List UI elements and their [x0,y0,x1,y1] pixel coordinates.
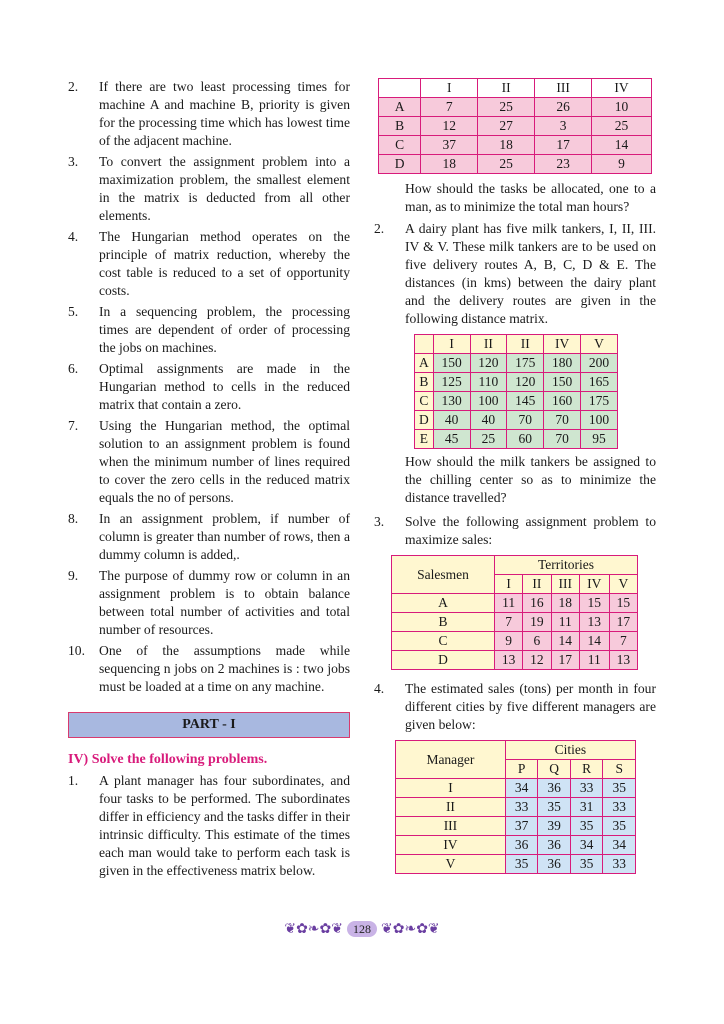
table-cell: 15 [579,594,609,613]
row-label: A [379,98,421,117]
table-cell: 11 [579,651,609,670]
table-cell: 18 [478,136,535,155]
problem-text: A dairy plant has five milk tankers, I, II, III. IV & V. These milk tankers are to be used on five delivery routes A, B, C, D & E. The distances (in kms) between the dairy plant and the delivery routes are given in the following distance matrix. [405,221,656,326]
table-cell: 14 [579,632,609,651]
table-cell: 125 [433,373,470,392]
statement-item [68,417,350,507]
row-label: A [392,594,495,613]
table-cell: 160 [544,392,581,411]
column-header: III [535,79,592,98]
statement-text: To convert the assignment problem into a maximization problem, the smallest element in the matrix is deducted from all other elements. [99,154,350,223]
table-cell: 34 [570,836,603,855]
problem-text: A plant manager has four subordinates, and four tasks to be performed. The subordinates differ in efficiency and the tasks differ in their intrinsic difficulty. This estimate of the times each man would take to perform each task is given in the effectiveness matrix below. [99,773,350,878]
table-cell: 39 [538,817,571,836]
row-label: A [415,354,434,373]
table-cell: 31 [570,798,603,817]
row-label: B [379,117,421,136]
table-cell: 175 [507,354,544,373]
table-cell: 40 [433,411,470,430]
row-label: II [396,798,506,817]
table-cell: 17 [609,613,637,632]
table-row [379,155,652,174]
table-row [392,651,638,670]
table-cell: 25 [478,155,535,174]
corner-cell [379,79,421,98]
table-cell: 145 [507,392,544,411]
table-cell: 36 [505,836,538,855]
table-cell: 35 [570,855,603,874]
statement-item [68,303,350,357]
page-footer [0,920,724,938]
question-1 [374,180,656,216]
table-cell: 13 [609,651,637,670]
statement-list [68,78,350,696]
table-cell: 40 [470,411,507,430]
question-text: How should the milk tankers be assigned to the chilling center so as to minimize the distance travelled? [405,454,656,505]
table-cell: 70 [507,411,544,430]
column-header: II [523,575,551,594]
table-row [415,411,618,430]
table-cell: 36 [538,855,571,874]
column-header: R [570,760,603,779]
table-row [392,632,638,651]
statement-number: 2. [68,79,79,94]
corner-cell [415,335,434,354]
table-cell: 11 [551,613,579,632]
sales-matrix [391,555,638,670]
column-header: S [603,760,636,779]
table-cell: 33 [603,798,636,817]
table-cell: 26 [535,98,592,117]
row-label: C [415,392,434,411]
table-cell: 9 [592,155,652,174]
statement-item [68,360,350,414]
table-row [415,354,618,373]
table-cell: 165 [581,373,618,392]
table-cell: 110 [470,373,507,392]
table-cell: 18 [421,155,478,174]
statement-text: The purpose of dummy row or column in an assignment problem is to obtain balance between total number of activities and total number of resources. [99,568,350,637]
problem-1 [68,772,350,880]
table-row [396,779,636,798]
table-cell: 60 [507,430,544,449]
table-cell: 35 [538,798,571,817]
table-cell: 200 [581,354,618,373]
statement-text: Using the Hungarian method, the optimal solution to an assignment problem is found when the minimum number of lines required to cover the zero cells in the reduced matrix equals the no of persons. [99,418,350,505]
table-cell: 9 [494,632,522,651]
column-header: I [494,575,522,594]
problem-number: 4. [374,681,385,696]
table-cell: 33 [505,798,538,817]
table-cell: 150 [433,354,470,373]
effectiveness-matrix [378,78,652,174]
table-row [415,373,618,392]
table-cell: 7 [421,98,478,117]
row-label: D [392,651,495,670]
table-row [415,392,618,411]
problem-number: 1. [68,773,79,788]
left-column [68,78,350,883]
table-row [396,855,636,874]
table-cell: 150 [544,373,581,392]
table-cell: 120 [470,354,507,373]
table-cell: 14 [592,136,652,155]
column-header: V [581,335,618,354]
table-cell: 23 [535,155,592,174]
table-cell: 6 [523,632,551,651]
group-header: Territories [494,556,637,575]
row-label: C [379,136,421,155]
table-cell: 15 [609,594,637,613]
page-number: 128 [347,921,377,937]
row-label: I [396,779,506,798]
table-cell: 25 [592,117,652,136]
row-label: IV [396,836,506,855]
column-header: I [421,79,478,98]
problem-text: Solve the following assignment problem to maximize sales: [405,514,656,547]
question-2 [374,453,656,507]
table-cell: 25 [470,430,507,449]
table-cell: 35 [603,779,636,798]
column-header: IV [592,79,652,98]
table-cell: 13 [579,613,609,632]
row-label: B [392,613,495,632]
right-column [374,78,656,874]
column-header: I [433,335,470,354]
row-label: D [379,155,421,174]
statement-number: 7. [68,418,79,433]
corner-cell: Salesmen [392,556,495,594]
problem-number: 3. [374,514,385,529]
table-cell: 17 [535,136,592,155]
table-cell: 10 [592,98,652,117]
table-row [415,430,618,449]
statement-text: The Hungarian method operates on the principle of matrix reduction, whereby the cost table is reduced to a set of opportunity costs. [99,229,350,298]
statement-item [68,567,350,639]
table-row [379,117,652,136]
table-cell: 35 [570,817,603,836]
problem-text: The estimated sales (tons) per month in four different cities by five different managers are given below: [405,681,656,732]
table-cell: 17 [551,651,579,670]
table-cell: 70 [544,430,581,449]
table-row [379,136,652,155]
table-cell: 27 [478,117,535,136]
table-cell: 12 [421,117,478,136]
table-cell: 36 [538,836,571,855]
statement-text: In an assignment problem, if number of column is greater than number of rows, then a dummy column is added,. [99,511,350,562]
column-header: V [609,575,637,594]
column-header: IV [544,335,581,354]
part-title: PART - I [68,712,350,738]
table-cell: 13 [494,651,522,670]
statement-number: 5. [68,304,79,319]
question-text: How should the tasks be allocated, one to a man, as to minimize the total man hours? [405,181,656,214]
table-row [392,613,638,632]
row-label: III [396,817,506,836]
statement-number: 10. [68,643,85,658]
group-header-row [396,741,636,760]
header-row [415,335,618,354]
statement-text: In a sequencing problem, the processing times are dependent of order of processing the jobs on machines. [99,304,350,355]
problem-4 [374,680,656,734]
statement-number: 4. [68,229,79,244]
column-header: IV [579,575,609,594]
table-cell: 130 [433,392,470,411]
city-sales-matrix [395,740,636,874]
statement-item [68,642,350,696]
problem-3 [374,513,656,549]
table-row [392,594,638,613]
table-cell: 3 [535,117,592,136]
statement-item [68,153,350,225]
table-cell: 180 [544,354,581,373]
table-cell: 35 [603,817,636,836]
column-header: P [505,760,538,779]
table-row [379,98,652,117]
table-cell: 34 [603,836,636,855]
table-cell: 120 [507,373,544,392]
section-heading: IV) Solve the following problems. [68,752,268,767]
table-cell: 37 [505,817,538,836]
statement-item [68,78,350,150]
row-label: D [415,411,434,430]
table-cell: 95 [581,430,618,449]
table-cell: 25 [478,98,535,117]
statement-text: Optimal assignments are made in the Hungarian method to cells in the reduced matrix that contain a zero. [99,361,350,412]
row-label: B [415,373,434,392]
table-cell: 100 [470,392,507,411]
statement-number: 9. [68,568,79,583]
table-cell: 19 [523,613,551,632]
column-header: Q [538,760,571,779]
column-header: II [470,335,507,354]
table-cell: 18 [551,594,579,613]
table-row [396,798,636,817]
column-header: II [478,79,535,98]
table-cell: 45 [433,430,470,449]
table-cell: 36 [538,779,571,798]
statement-item [68,228,350,300]
table-cell: 7 [609,632,637,651]
table-cell: 35 [505,855,538,874]
table-cell: 11 [494,594,522,613]
group-header: Cities [505,741,635,760]
table-cell: 33 [603,855,636,874]
table-cell: 16 [523,594,551,613]
ornament-left-icon: ❦✿❧✿❦ [284,922,343,937]
column-header: III [551,575,579,594]
problem-number: 2. [374,221,385,236]
statement-number: 6. [68,361,79,376]
statement-item [68,510,350,564]
group-header-row [392,556,638,575]
table-cell: 33 [570,779,603,798]
ornament-right-icon: ❦✿❧✿❦ [381,922,440,937]
row-label: E [415,430,434,449]
table-cell: 70 [544,411,581,430]
table-cell: 14 [551,632,579,651]
column-header: II [507,335,544,354]
row-label: V [396,855,506,874]
table-cell: 34 [505,779,538,798]
header-row [379,79,652,98]
statement-number: 8. [68,511,79,526]
table-cell: 175 [581,392,618,411]
statement-number: 3. [68,154,79,169]
table-cell: 100 [581,411,618,430]
problem-2 [374,220,656,328]
table-cell: 37 [421,136,478,155]
row-label: C [392,632,495,651]
table-row [396,836,636,855]
table-row [396,817,636,836]
table-cell: 7 [494,613,522,632]
statement-text: If there are two least processing times for machine A and machine B, priority is given for the processing time which has lowest time of the adjacent machine. [99,79,350,148]
statement-text: One of the assumptions made while sequencing n jobs on 2 machines is : two jobs must be loaded at a time on any machine. [99,643,350,694]
corner-cell: Manager [396,741,506,779]
distance-matrix [414,334,618,449]
table-cell: 12 [523,651,551,670]
